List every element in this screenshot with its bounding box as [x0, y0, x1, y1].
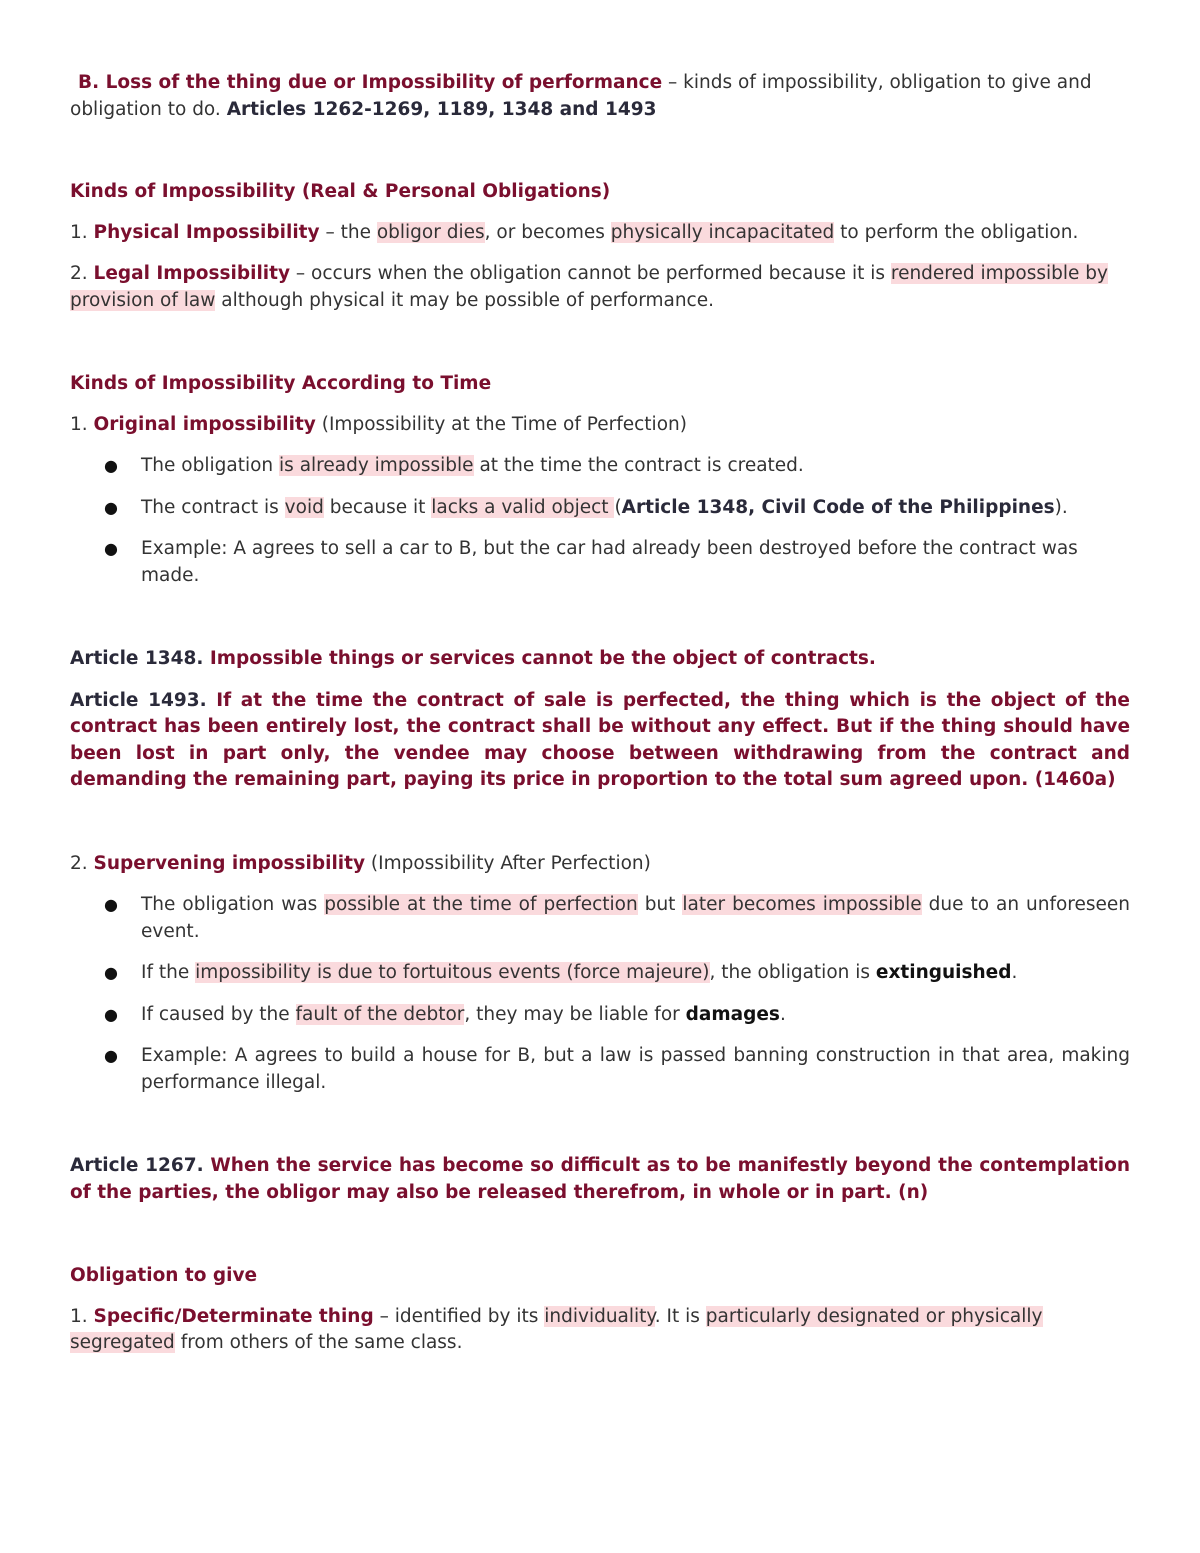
highlight: fault of the debtor: [295, 1003, 465, 1025]
item-number: 2.: [70, 263, 94, 284]
term-original-impossibility: Original impossibility: [93, 413, 316, 435]
bullet-icon: ●: [104, 539, 118, 558]
bullet-list-supervening: [70, 892, 1130, 1096]
bullet-icon: ●: [104, 497, 118, 517]
term-supervening-impossibility: Supervening impossibility: [93, 852, 366, 874]
section-heading-real-personal: Kinds of Impossibility (Real & Personal Obligations): [70, 181, 611, 202]
highlight: is already impossible: [279, 455, 474, 476]
article-1348: [70, 646, 1130, 673]
intro-paragraph: [70, 70, 1130, 123]
text: because it: [323, 496, 432, 518]
item-number: 1.: [70, 413, 94, 435]
bullet-item: [70, 892, 1130, 945]
text: Example: A agrees to build a house for B, but a law is passed banning construction in that area, making performance illegal.: [141, 1045, 1130, 1093]
list-item-physical: [70, 220, 1130, 247]
bullet-icon: ●: [104, 1046, 118, 1065]
highlight: later becomes impossible: [682, 894, 922, 915]
bullet-icon: ●: [104, 1004, 118, 1024]
text: to perform the obligation.: [834, 221, 1079, 243]
bullet-item: [70, 536, 1130, 589]
text: If caused by the: [141, 1003, 296, 1025]
highlight: rendered impossible by provision of law: [70, 263, 1108, 311]
term-physical-impossibility: Physical Impossibility: [93, 221, 320, 243]
text: The obligation was: [141, 894, 325, 915]
text: at the time the contract is created.: [473, 455, 804, 476]
article-label: Article 1267.: [70, 1155, 204, 1176]
bold-term: damages: [685, 1003, 780, 1025]
text: If the: [141, 962, 196, 983]
highlight: individuality: [544, 1305, 655, 1327]
text: The contract is: [141, 496, 285, 518]
highlight: possible at the time of perfection: [324, 894, 638, 915]
bullet-list-original: [70, 453, 1130, 589]
text: , or becomes: [484, 221, 611, 243]
article-text: When the service has become so difficult as to be manifestly beyond the contemplation of the parties, the obligor may also be released therefrom, in whole or in part. (n): [70, 1155, 1130, 1203]
list-item-original: [70, 412, 1130, 439]
item-number: 1.: [70, 1305, 94, 1327]
list-item-legal: [70, 261, 1130, 314]
text: , the obligation is: [709, 962, 876, 983]
text: although physical it may be possible of performance.: [215, 289, 714, 311]
highlight: void: [284, 496, 324, 518]
document-page: [70, 66, 1130, 1357]
list-item-specific: [70, 1304, 1130, 1357]
text: , they may be liable for: [464, 1003, 686, 1025]
text: – identified by its: [373, 1305, 545, 1327]
intro-text: – kinds of impossibility, obligation to give and obligation to do.: [70, 72, 1092, 120]
article-text: Impossible things or services cannot be the object of contracts.: [203, 648, 876, 669]
bullet-item: [70, 1002, 1130, 1029]
bullet-item: [70, 453, 1130, 480]
text: .: [1011, 962, 1018, 983]
article-label: Article 1493.: [70, 689, 207, 711]
list-item-supervening: [70, 851, 1130, 878]
bullet-item: [70, 960, 1130, 987]
text: (: [614, 496, 622, 518]
bullet-item: [70, 495, 1130, 522]
text: – occurs when the obligation cannot be performed because it is: [290, 263, 891, 284]
intro-title: B. Loss of the thing due or Impossibility of performance: [78, 72, 663, 93]
text: from others of the same class.: [174, 1332, 463, 1353]
text: (Impossibility After Perfection): [365, 852, 651, 874]
article-ref: Article 1348, Civil Code of the Philippines: [621, 496, 1055, 518]
highlight: particularly designated or physically segregated: [70, 1305, 1043, 1353]
bullet-icon: ●: [104, 963, 118, 982]
text: due to an unforeseen event.: [141, 894, 1131, 942]
text: .: [779, 1003, 786, 1025]
highlight: physically incapacitated: [610, 221, 835, 243]
highlight: obligor dies: [376, 221, 485, 243]
highlight: lacks a valid object: [431, 496, 615, 518]
text: ).: [1054, 496, 1068, 518]
item-number: 2.: [70, 852, 94, 874]
text: The obligation: [141, 455, 280, 476]
term-specific-thing: Specific/Determinate thing: [93, 1305, 374, 1327]
article-1493: [70, 688, 1130, 794]
bullet-icon: ●: [104, 895, 118, 914]
bullet-icon: ●: [104, 456, 118, 475]
article-text: If at the time the contract of sale is perfected, the thing which is the object of the contract has been entirely lost, the contract shall be without any effect. But if the thing should have been lost in part only, the vendee may choose between withdrawing from the contract and demanding the remaining part, paying its price in proportion to the total sum agreed upon. (1460a): [70, 689, 1130, 790]
bullet-item: [70, 1043, 1130, 1096]
text: . It is: [654, 1305, 706, 1327]
item-number: 1.: [70, 221, 94, 243]
highlight: impossibility is due to fortuitous events (force majeure): [195, 962, 710, 983]
article-label: Article 1348.: [70, 648, 204, 669]
section-heading-time: Kinds of Impossibility According to Time: [70, 373, 492, 394]
bold-term: extinguished: [875, 962, 1012, 983]
intro-articles: Articles 1262-1269, 1189, 1348 and 1493: [226, 98, 657, 120]
article-1267: [70, 1153, 1130, 1206]
text: Example: A agrees to sell a car to B, but the car had already been destroyed before the contract was made.: [141, 538, 1078, 586]
text: (Impossibility at the Time of Perfection): [315, 413, 687, 435]
term-legal-impossibility: Legal Impossibility: [93, 263, 291, 284]
text: – the: [319, 221, 377, 243]
text: but: [637, 894, 683, 915]
section-heading-obligation-give: Obligation to give: [70, 1265, 258, 1286]
